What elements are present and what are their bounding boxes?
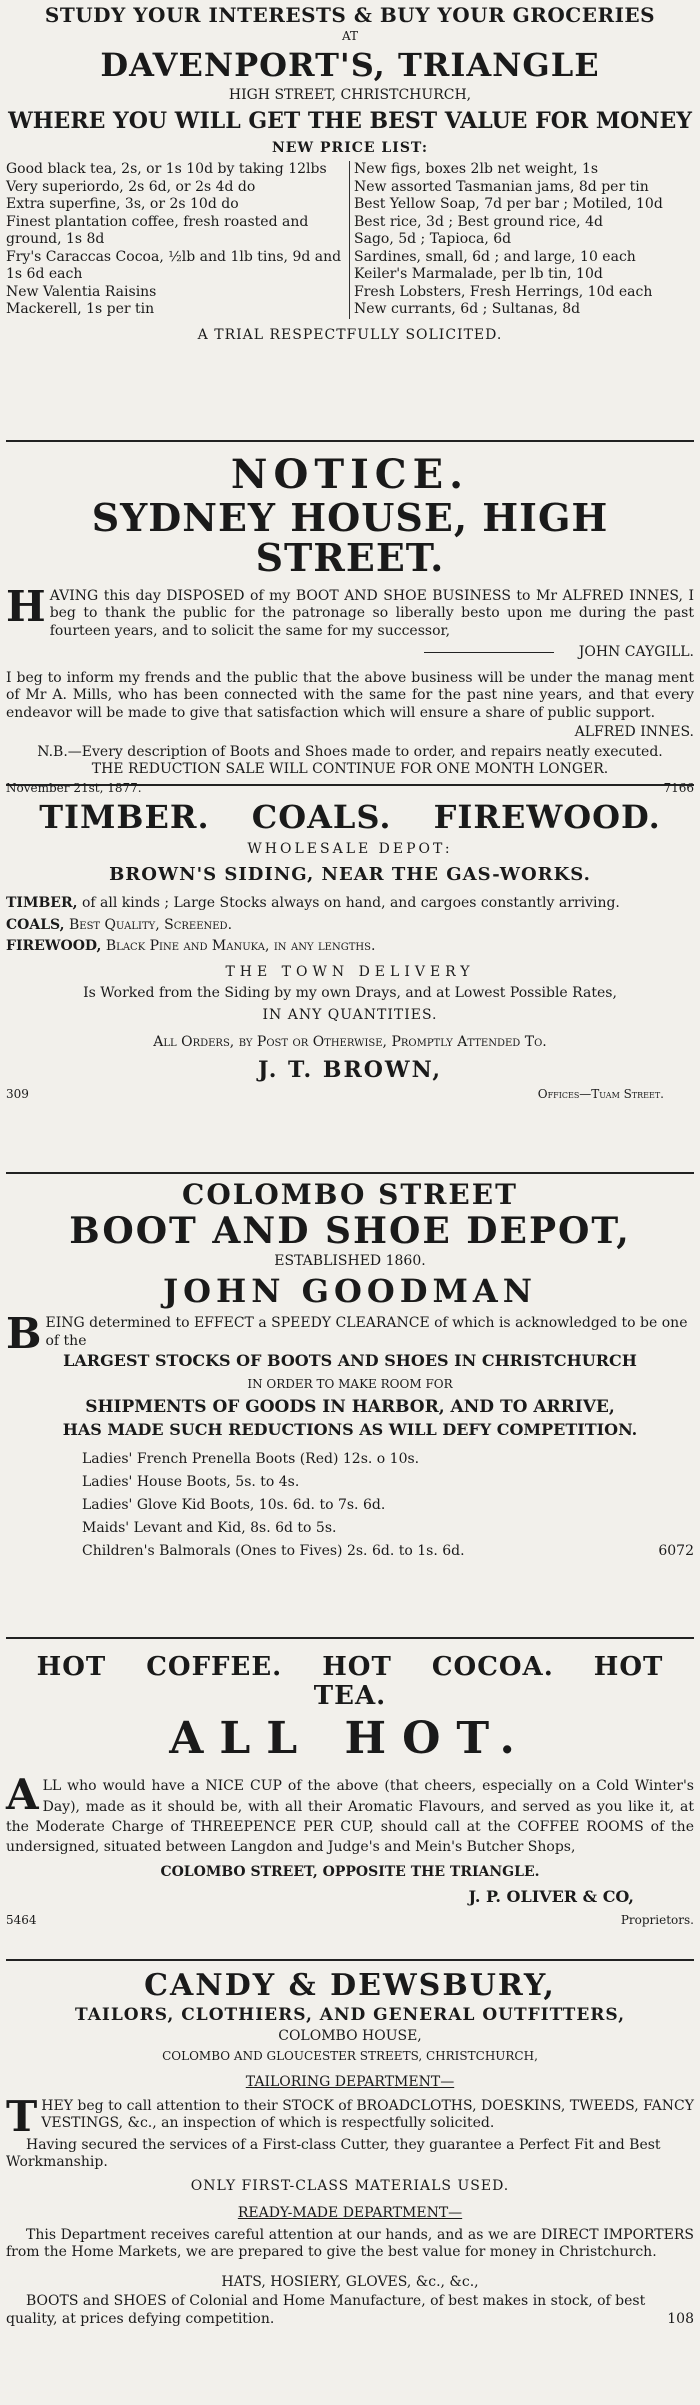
price-item: New Valentia Raisins <box>6 283 157 300</box>
dropcap: H <box>6 581 46 631</box>
caygill-text: AVING this day DISPOSED of my BOOT AND SHOE BUSINESS to Mr ALFRED INNES, I beg to thank the public for the patronage so liberally besto upon me during the past fourteen years, and to solicit the same for my successor, <box>49 587 694 639</box>
firewood-label: FIREWOOD, <box>6 938 102 955</box>
candy-house: COLOMBO HOUSE, <box>278 2027 422 2044</box>
timber-line <box>6 895 694 913</box>
price-item: Extra superfine, 3s, or 2s 10d do <box>6 196 239 213</box>
candy-hats: HATS, HOSIERY, GLOVES, &c., &c., <box>221 2273 479 2290</box>
price-item: Sardines, small, 6d ; and large, 10 each <box>354 248 636 265</box>
goodman-ad <box>6 1180 694 1637</box>
price-list-right <box>350 161 694 319</box>
candy-title: CANDY & DEWSBURY, <box>144 1968 556 2003</box>
timber-text: of all kinds ; Large Stocks always on hand, and cargoes constantly arriving. <box>81 895 620 912</box>
timber-label: TIMBER, <box>6 895 78 912</box>
davenport-list-title: NEW PRICE LIST: <box>271 139 429 156</box>
price-item: New figs, boxes 2lb net weight, 1s <box>354 161 599 178</box>
goodman-item: Maids' Levant and Kid, 8s. 6d to 5s. <box>82 1519 337 1536</box>
candy-p1-text: HEY beg to call attention to their STOCK of BROADCLOTHS, DOESKINS, TWEEDS, FANCY VESTINGS, &c., an inspection of which is respectfully solicited. <box>41 2097 694 2132</box>
davenport-at: AT <box>341 29 358 43</box>
davenport-slogan: WHERE YOU WILL GET THE BEST VALUE FOR MONEY <box>8 107 692 134</box>
candy-streets: COLOMBO AND GLOUCESTER STREETS, CHRISTCHURCH, <box>162 2049 538 2064</box>
candy-trade: TAILORS, CLOTHIERS, AND GENERAL OUTFITTERS, <box>74 2005 626 2025</box>
sydney-title: SYDNEY HOUSE, HIGH STREET. <box>91 495 609 580</box>
goodman-intro-text: EING determined to EFFECT a SPEEDY CLEARANCE of which is acknowledged to be one of the <box>45 1315 688 1349</box>
goodman-item: Children's Balmorals (Ones to Fives) 2s. 6d. to 1s. 6d. <box>82 1542 465 1559</box>
oliver-name: J. P. OLIVER & CO, <box>468 1887 634 1907</box>
candy-last-row <box>6 2293 694 2328</box>
ref-number: 309 <box>6 1087 29 1102</box>
brown-title: TIMBER. COALS. FIREWOOD. <box>39 798 661 836</box>
coals-text: Best Quality, Screened. <box>68 916 233 933</box>
goodman-item: Ladies' House Boots, 5s. to 4s. <box>82 1473 300 1490</box>
proprietors: Proprietors. <box>620 1913 694 1928</box>
davenport-address: HIGH STREET, CHRISTCHURCH, <box>228 87 472 104</box>
goodman-name: JOHN GOODMAN <box>163 1272 537 1311</box>
oliver-title: ALL HOT. <box>169 1713 531 1765</box>
innes-paragraph: I beg to inform my frends and the public that the above business will be under the manag ment of Mr A. Mills, who has been connected with the same for the past nine years, and that every endeavor will be made to give that satisfaction which will ensure a share of public support. <box>6 669 694 721</box>
price-item: Finest plantation coffee, fresh roasted and ground, 1s 8d <box>6 213 309 248</box>
price-item: Best rice, 3d ; Best ground rice, 4d <box>354 213 603 230</box>
divider <box>6 1637 694 1639</box>
price-list <box>6 161 694 319</box>
readymade-heading: READY-MADE DEPARTMENT— <box>237 2205 463 2222</box>
nb-line: N.B.—Every description of Boots and Shoes made to order, and repairs neatly executed. <box>37 743 663 760</box>
goodman-established: ESTABLISHED 1860. <box>274 1252 426 1269</box>
price-item: Fresh Lobsters, Fresh Herrings, 10d each <box>354 283 653 300</box>
offices: Offices—Tuam Street. <box>537 1087 664 1102</box>
candy-p2: Having secured the services of a First-class Cutter, they guarantee a Perfect Fit and Best Workmanship. <box>6 2136 661 2171</box>
signature-rule <box>424 652 554 653</box>
coals-line <box>6 917 694 935</box>
ref-number: 5464 <box>6 1913 37 1928</box>
brown-depot: WHOLESALE DEPOT: <box>247 841 453 858</box>
coals-label: COALS, <box>6 916 65 933</box>
dropcap: T <box>6 2091 38 2141</box>
price-item: Best Yellow Soap, 7d per bar ; Motiled, 10d <box>354 196 663 213</box>
brown-footer <box>6 1087 694 1102</box>
goodman-street: COLOMBO STREET <box>182 1178 518 1211</box>
oliver-ad <box>6 1653 694 1959</box>
divider <box>6 1172 694 1174</box>
innes-signature: ALFRED INNES. <box>574 724 694 741</box>
goodman-intro <box>6 1309 694 1359</box>
goodman-shipments: SHIPMENTS OF GOODS IN HARBOR, AND TO ARRIVE, <box>85 1396 615 1417</box>
tailoring-heading: TAILORING DEPARTMENT— <box>245 2074 455 2091</box>
oliver-body-text: LL who would have a NICE CUP of the above (that cheers, especially on a Cold Winter's Day), made as it should be, with all their Aromatic Flavours, and served as you like it, at the Moderate Charge of THREEPENCE PER CUP, should call at the COFFEE ROOMS of the undersigned, situated between Langdon and Judge's and Mein's Butcher Shops, <box>6 1778 694 1856</box>
candy-ad <box>6 1969 694 2405</box>
davenport-headline: STUDY YOUR INTERESTS & BUY YOUR GROCERIES <box>44 3 656 27</box>
sydney-footer <box>6 781 694 796</box>
brown-siding: BROWN'S SIDING, NEAR THE GAS-WORKS. <box>109 863 591 885</box>
dropcap: A <box>6 1770 39 1820</box>
town-delivery: THE TOWN DELIVERY <box>225 963 475 980</box>
ref-number: 108 <box>667 2310 694 2327</box>
ref-number: 7166 <box>663 780 694 795</box>
davenport-name: DAVENPORT'S, TRIANGLE <box>100 46 600 84</box>
candy-p1 <box>6 2091 694 2141</box>
ref-number: 6072 <box>658 1542 694 1559</box>
goodman-title: BOOT AND SHOE DEPOT, <box>69 1209 631 1252</box>
price-item: Mackerell, 1s per tin <box>6 301 155 318</box>
goodman-items <box>6 1448 694 1563</box>
divider <box>6 1959 694 1961</box>
newspaper-page <box>6 0 694 2405</box>
dropcap: B <box>6 1309 42 1359</box>
candy-materials: ONLY FIRST-CLASS MATERIALS USED. <box>190 2177 510 2194</box>
oliver-body <box>6 1770 694 1857</box>
sydney-house-ad <box>6 451 694 795</box>
quantities-line: IN ANY QUANTITIES. <box>262 1006 438 1023</box>
oliver-location: COLOMBO STREET, OPPOSITE THE TRIANGLE. <box>160 1863 540 1880</box>
firewood-text: Black Pine and Manuka, in any lengths. <box>105 938 376 955</box>
davenport-closing: A TRIAL RESPECTFULLY SOLICITED. <box>197 326 503 343</box>
caygill-signature-line <box>6 644 694 662</box>
divider <box>6 440 694 442</box>
brown-ad <box>6 800 694 1172</box>
price-item: Keiler's Marmalade, per lb tin, 10d <box>354 266 603 283</box>
caygill-signature: JOHN CAYGILL. <box>578 644 694 661</box>
price-item: Good black tea, 2s, or 1s 10d by taking 12lbs <box>6 161 327 178</box>
price-item: Sago, 5d ; Tapioca, 6d <box>354 231 512 248</box>
price-item: New assorted Tasmanian jams, 8d per tin <box>354 178 649 195</box>
date: November 21st, 1877. <box>6 780 142 795</box>
goodman-item: Ladies' French Prenella Boots (Red) 12s. o 10s. <box>82 1450 420 1467</box>
goodman-item: Ladies' Glove Kid Boots, 10s. 6d. to 7s. 6d. <box>82 1496 386 1513</box>
brown-name: J. T. BROWN, <box>258 1056 442 1083</box>
notice-heading: NOTICE. <box>230 451 470 498</box>
goodman-order: IN ORDER TO MAKE ROOM FOR <box>247 1376 453 1391</box>
goodman-reductions: HAS MADE SUCH REDUCTIONS AS WILL DEFY COMPETITION. <box>62 1420 638 1440</box>
worked-line: Is Worked from the Siding by my own Drays, and at Lowest Possible Rates, <box>83 985 617 1002</box>
candy-p4: BOOTS and SHOES of Colonial and Home Manufacture, of best makes in stock, of best quality, at prices defying competition. <box>6 2293 646 2327</box>
goodman-last-row <box>82 1540 694 1563</box>
firewood-line <box>6 938 694 956</box>
caygill-paragraph <box>6 581 694 641</box>
oliver-header: HOT COFFEE. HOT COCOA. HOT TEA. <box>36 1652 664 1711</box>
davenport-ad <box>6 4 694 440</box>
candy-p3: This Department receives careful attention at our hands, and as we are DIRECT IMPORTERS from the Home Markets, we are prepared to give the best value for money in Christchurch. <box>6 2226 694 2261</box>
price-item: Very superiordo, 2s 6d, or 2s 4d do <box>6 178 256 195</box>
price-item: Fry's Caraccas Cocoa, ½lb and 1lb tins, 9d and 1s 6d each <box>6 248 342 283</box>
price-list-left <box>6 161 350 319</box>
orders-line: All Orders, by Post or Otherwise, Promptly Attended To. <box>153 1034 547 1051</box>
goodman-largest: LARGEST STOCKS OF BOOTS AND SHOES IN CHRISTCHURCH <box>63 1351 637 1371</box>
oliver-footer <box>6 1913 694 1928</box>
price-item: New currants, 6d ; Sultanas, 8d <box>354 301 581 318</box>
sale-line: THE REDUCTION SALE WILL CONTINUE FOR ONE MONTH LONGER. <box>91 761 609 778</box>
